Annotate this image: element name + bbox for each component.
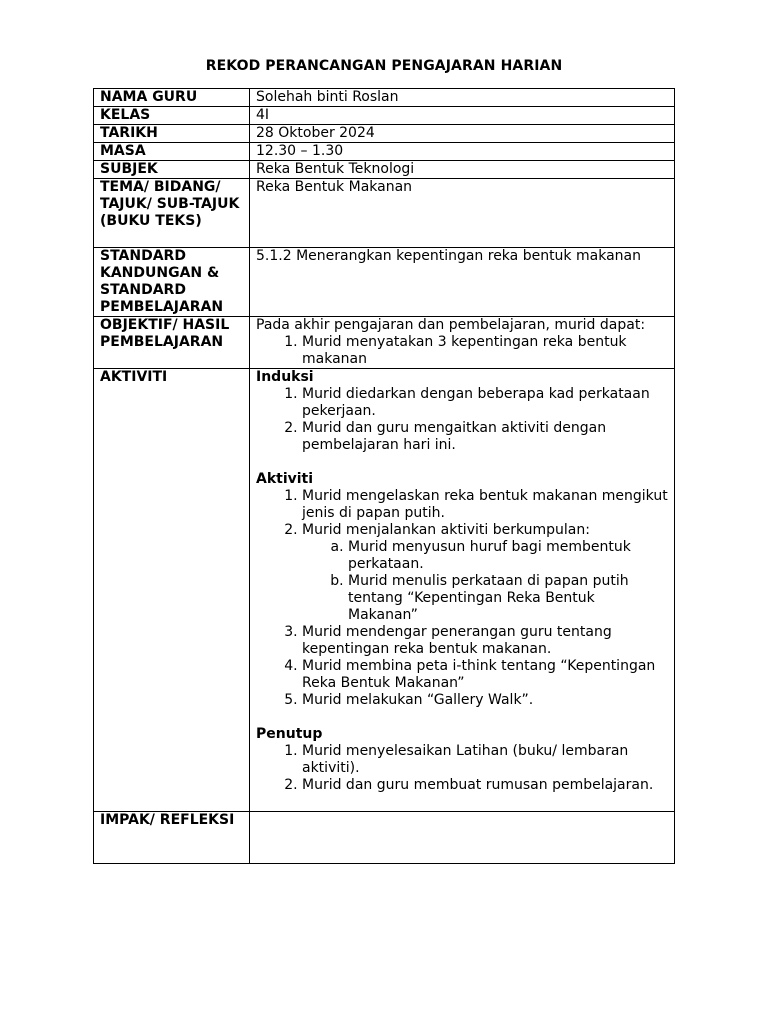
list-item: 1. Murid menyelesaikan Latihan (buku/ lembaran aktiviti).	[302, 743, 668, 777]
sub-list-item: b. Murid menulis perkataan di papan putih tentang “Kepentingan Reka Bentuk Makanan”	[348, 573, 668, 624]
label-aktiviti: AKTIVITI	[94, 369, 250, 812]
value-objektif	[250, 317, 675, 369]
label-kelas: KELAS	[94, 107, 250, 125]
label-impak: IMPAK/ REFLEKSI	[94, 812, 250, 864]
label-tema: TEMA/ BIDANG/ TAJUK/ SUB-TAJUK (BUKU TEKS)	[94, 179, 250, 248]
table-row	[94, 107, 675, 125]
list-item	[302, 522, 668, 624]
value-impak	[250, 812, 675, 864]
list-item: 1. Murid menyatakan 3 kepentingan reka bentuk makanan	[302, 334, 668, 368]
value-nama-guru: Solehah binti Roslan	[250, 89, 675, 107]
label-objektif: OBJEKTIF/ HASIL PEMBELAJARAN	[94, 317, 250, 369]
objektif-list	[256, 334, 668, 368]
label-subjek: SUBJEK	[94, 161, 250, 179]
table-row	[94, 812, 675, 864]
list-item: 4. Murid membina peta i-think tentang “Kepentingan Reka Bentuk Makanan”	[302, 658, 668, 692]
list-item: 5. Murid melakukan “Gallery Walk”.	[302, 692, 668, 709]
list-item: 2. Murid dan guru membuat rumusan pembelajaran.	[302, 777, 668, 794]
value-aktiviti	[250, 369, 675, 812]
list-item: 3. Murid mendengar penerangan guru tentang kepentingan reka bentuk makanan.	[302, 624, 668, 658]
value-masa: 12.30 – 1.30	[250, 143, 675, 161]
penutup-heading: Penutup	[256, 726, 323, 742]
list-item: 1. Murid diedarkan dengan beberapa kad perkataan pekerjaan.	[302, 386, 668, 420]
document-title: REKOD PERANCANGAN PENGAJARAN HARIAN	[205, 58, 563, 74]
induksi-list	[256, 386, 668, 454]
label-masa: MASA	[94, 143, 250, 161]
value-subjek: Reka Bentuk Teknologi	[250, 161, 675, 179]
aktiviti-sublist	[302, 539, 668, 624]
spacer	[256, 454, 668, 471]
list-item: 2. Murid dan guru mengaitkan aktiviti dengan pembelajaran hari ini.	[302, 420, 668, 454]
table-row	[94, 143, 675, 161]
aktiviti-list	[256, 488, 668, 709]
label-tarikh: TARIKH	[94, 125, 250, 143]
table-row	[94, 369, 675, 812]
table-row	[94, 125, 675, 143]
value-tarikh: 28 Oktober 2024	[250, 125, 675, 143]
list-item-text: Murid menjalankan aktiviti berkumpulan:	[302, 522, 590, 538]
value-kelas: 4I	[250, 107, 675, 125]
table-row	[94, 317, 675, 369]
value-standard: 5.1.2 Menerangkan kepentingan reka bentuk makanan	[250, 248, 675, 317]
sub-list-item: a. Murid menyusun huruf bagi membentuk perkataan.	[348, 539, 668, 573]
penutup-list	[256, 743, 668, 794]
label-standard: STANDARD KANDUNGAN & STANDARD PEMBELAJARAN	[94, 248, 250, 317]
lesson-plan-table	[93, 88, 675, 864]
value-tema: Reka Bentuk Makanan	[250, 179, 675, 248]
spacer	[256, 709, 668, 726]
list-item: 1. Murid mengelaskan reka bentuk makanan mengikut jenis di papan putih.	[302, 488, 668, 522]
label-nama-guru: NAMA GURU	[94, 89, 250, 107]
induksi-heading: Induksi	[256, 369, 314, 385]
aktiviti-heading: Aktiviti	[256, 471, 314, 487]
objektif-intro: Pada akhir pengajaran dan pembelajaran, murid dapat:	[256, 317, 646, 333]
table-row	[94, 248, 675, 317]
table-row	[94, 89, 675, 107]
table-row	[94, 161, 675, 179]
table-row	[94, 179, 675, 248]
